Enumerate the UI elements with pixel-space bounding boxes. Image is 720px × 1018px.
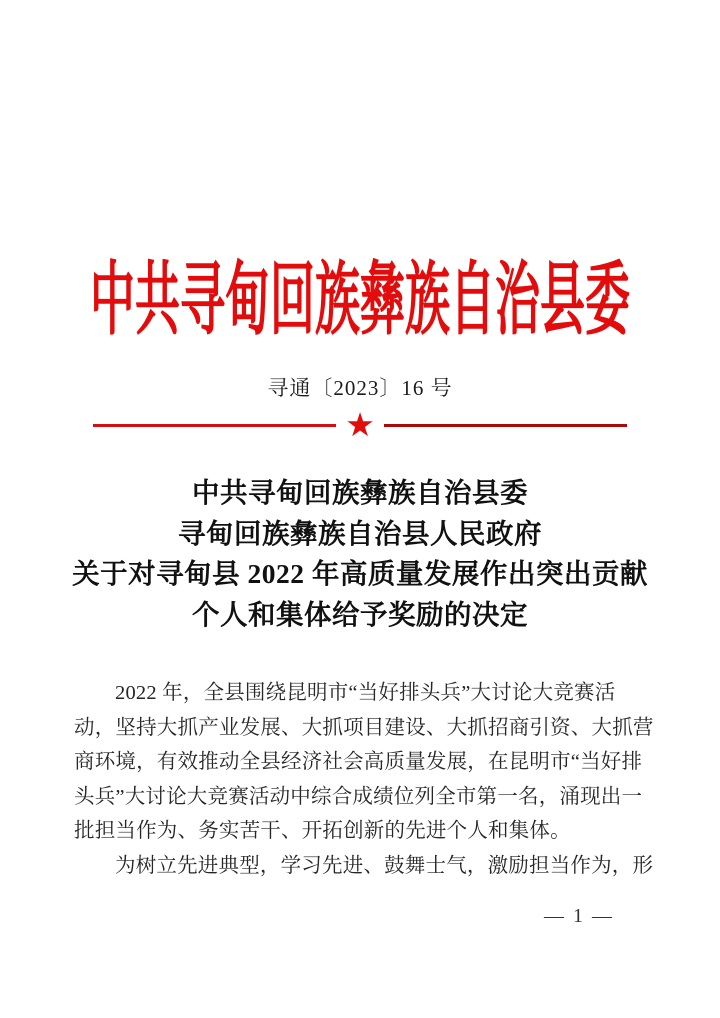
body-line: 2022 年，全县围绕昆明市“当好排头兵”大讨论大竞赛活 xyxy=(115,682,616,704)
title-line-1: 中共寻甸回族彝族自治县委 xyxy=(192,477,528,508)
body-line: 动，坚持大抓产业发展、大抓项目建设、大抓招商引资、大抓营 xyxy=(74,716,654,739)
page-number: — 1 — xyxy=(544,905,614,927)
body-line: 头兵”大讨论大竞赛活动中综合成绩位列全市第一名，涌现出一 xyxy=(74,785,643,808)
body-line: 商环境，有效推动全县经济社会高质量发展，在昆明市“当好排 xyxy=(74,751,643,774)
body-line: 批担当作为、务实苦干、开拓创新的先进个人和集体。 xyxy=(74,820,571,843)
title-line-2: 寻甸回族彝族自治县人民政府 xyxy=(178,517,542,549)
title-line-3: 关于对寻甸县 2022 年高质量发展作出突出贡献 xyxy=(72,558,648,589)
masthead-title: 中共寻甸回族彝族自治县委 xyxy=(89,255,630,345)
star-icon: ★ xyxy=(345,407,375,444)
red-rule-right xyxy=(384,424,627,427)
body-text xyxy=(74,676,652,884)
doc-number: 寻通〔2023〕16 号 xyxy=(267,376,453,400)
separator-rule xyxy=(0,406,720,444)
title-line-4: 个人和集体给予奖励的决定 xyxy=(192,598,528,630)
red-rule-left xyxy=(93,424,336,427)
masthead xyxy=(0,244,720,345)
body-line: 为树立先进典型，学习先进、鼓舞士气，激励担当作为，形 xyxy=(115,854,654,877)
document-title xyxy=(0,473,720,635)
